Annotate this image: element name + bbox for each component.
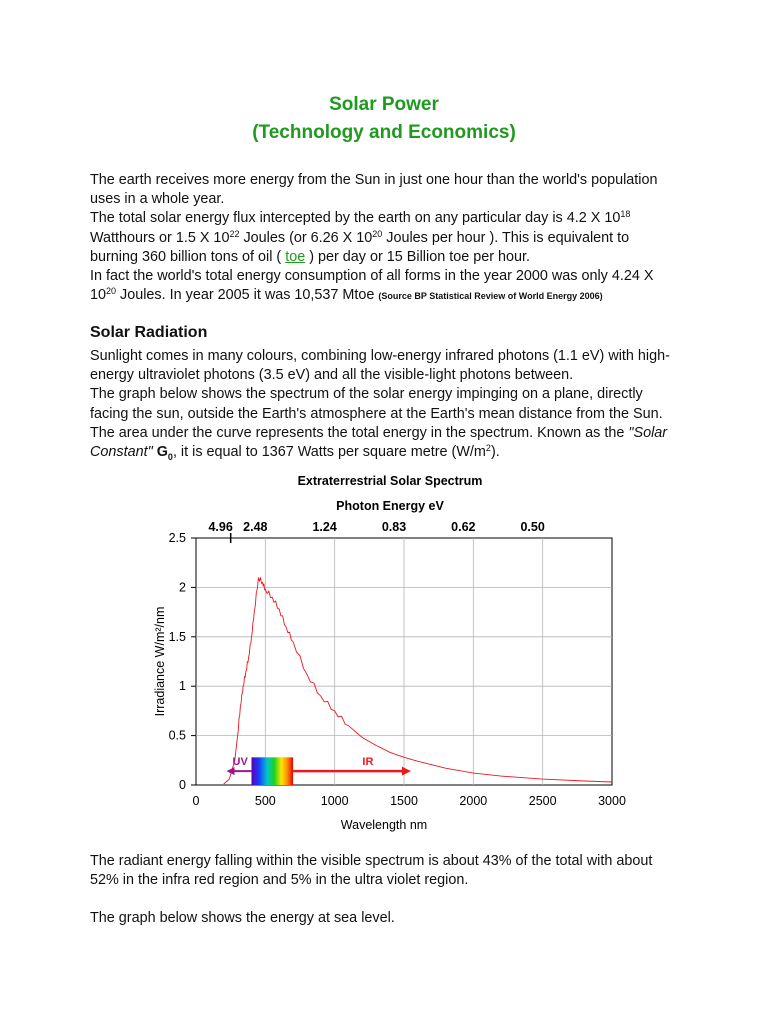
section-heading: Solar Radiation [90,324,208,341]
source-citation: (Source BP Statistical Review of World Energy 2006) [378,291,603,302]
top-tick-label: 0.62 [451,520,476,534]
text-run: , it is equal to 1367 Watts per square metre (W/m [172,444,486,461]
x-tick-label: 1000 [320,794,349,808]
page-subtitle: (Technology and Economics) [252,122,516,143]
exponent: 22 [229,228,240,239]
intro-paragraph-3 [90,267,680,306]
x-tick-label: 2000 [459,794,488,808]
uv-label: UV [232,756,248,769]
text-run: ) per day or 15 Billion toe per hour. [305,248,531,265]
subscript: 0 [167,451,173,462]
closing-paragraph-1: The radiant energy falling within the visible spectrum is about 43% of the total with about 52% in the infra red region and 5% in the ultra violet region. [90,853,653,889]
y-tick-label: 2 [179,580,186,595]
text-run: Joules per hour ). This is equivalent to burning 360 billion tons of oil ( [90,229,630,265]
toe-link[interactable]: toe [285,248,306,265]
closing-text [90,852,680,929]
page-title: Solar Power [329,94,439,115]
y-tick-label: 2.5 [168,531,186,545]
ir-label: IR [362,756,374,769]
y-tick-label: 0 [179,778,186,792]
solar-constant-term: "Solar Constant" [90,424,668,461]
visible-spectrum-band [251,757,293,785]
intro-text [90,171,680,306]
exponent: 2 [485,443,491,454]
section-paragraph-1: Sunlight comes in many colours, combining low-energy infrared photons (1.1 eV) with high-energy ultraviolet photons (3.5 eV) and all the visible-light photons between. [90,348,670,384]
exponent: 18 [620,209,631,220]
intro-paragraph-1: The earth receives more energy from the Sun in just one hour than the world's population uses in a whole year. [90,172,658,208]
section-paragraph-2 [90,385,680,462]
closing-paragraph-2: The graph below shows the energy at sea level. [90,910,395,927]
x-tick-label: 3000 [598,794,626,808]
text-run: In fact the world's total energy consumption of all forms in the year 2000 was only 4.24 X 10 [90,268,654,304]
x-tick-label: 500 [254,794,276,808]
y-tick-label: 1 [179,679,186,694]
text-run: Joules. In year 2005 it was 10,537 Mtoe [116,287,379,304]
solar-spectrum-chart [150,470,650,840]
g0-symbol: G [152,444,168,461]
top-tick-label: 1.24 [312,520,337,534]
top-tick-label: 0.83 [381,520,407,534]
intro-paragraph-2 [90,209,680,267]
y-tick-label: 0.5 [168,728,186,743]
text-run: Joules (or 6.26 X 10 [239,229,373,246]
text-run: Watthours or 1.5 X 10 [90,229,230,246]
chart-title: Extraterrestrial Solar Spectrum [297,474,483,488]
x-tick-label: 0 [192,794,200,808]
top-axis-label: Photon Energy eV [336,499,444,513]
section-text [90,347,680,462]
exponent: 20 [372,228,383,239]
x-tick-label: 2500 [528,794,557,808]
y-axis-label: Irradiance W/m²/nm [153,606,167,717]
text-run: The graph below shows the spectrum of the solar energy impinging on a plane, directly facing the sun, outside the Earth's atmosphere at the Earth's mean distance from the Sun. The area under the curve represents the total energy in the spectrum. Known as the [90,386,663,441]
x-axis-label: Wavelength nm [340,818,428,832]
x-tick-label: 1500 [390,794,418,808]
y-tick-label: 1.5 [168,629,186,644]
top-tick-label: 4.96 [208,520,233,534]
text-run: The total solar energy flux intercepted by the earth on any particular day is 4.2 X 10 [90,210,621,227]
top-tick-label: 2.48 [243,520,268,534]
exponent: 20 [106,286,117,297]
text-run: ). [490,444,500,461]
top-tick-label: 0.50 [520,520,545,534]
